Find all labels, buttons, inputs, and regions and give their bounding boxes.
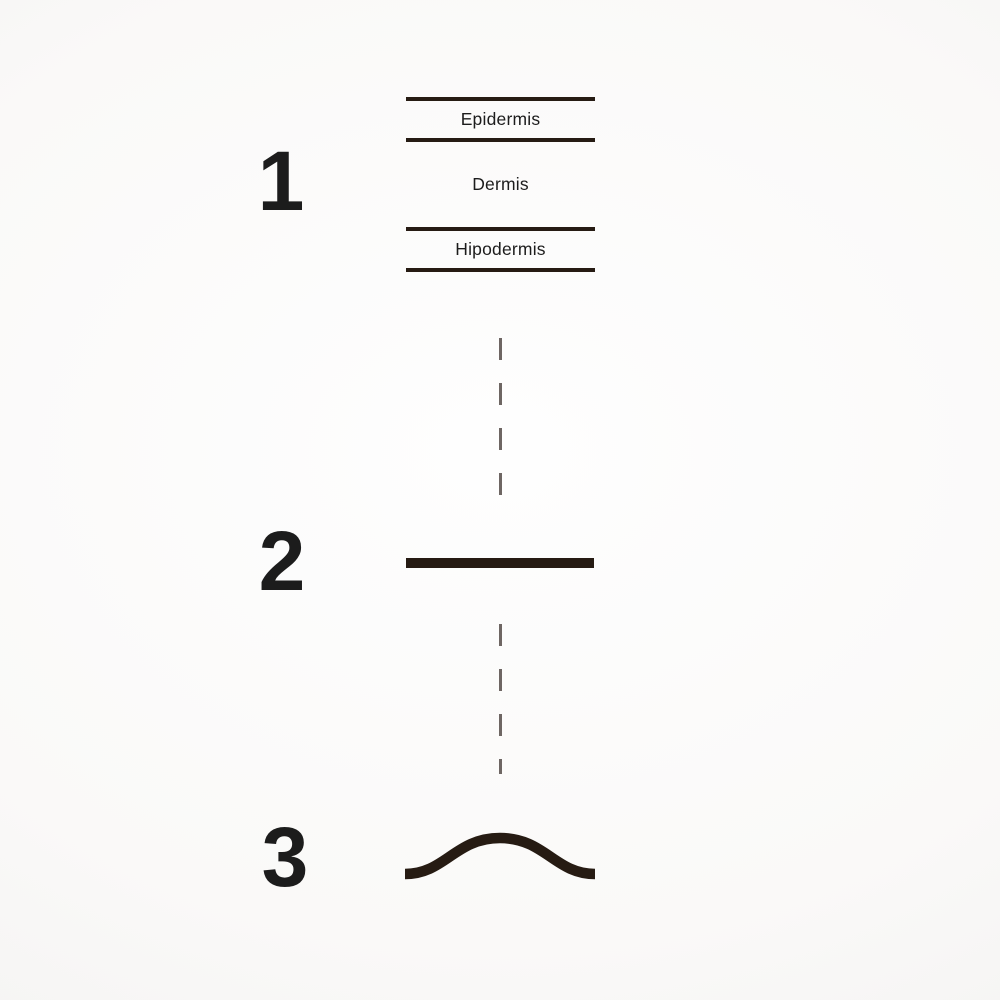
section-1-number: 1: [257, 134, 305, 228]
thick-horizontal-line: [406, 558, 594, 568]
layer-label-hipodermis: Hipodermis: [455, 239, 546, 259]
bump-curve-icon: [400, 825, 600, 887]
dashed-connector-2: [499, 624, 502, 774]
layer-label-epidermis: Epidermis: [460, 109, 541, 129]
section-2-number: 2: [258, 514, 306, 608]
layer-label-dermis: Dermis: [472, 174, 529, 194]
layer-divider-bottom: [406, 268, 595, 272]
section-3-number: 3: [261, 810, 309, 904]
dashed-connector-1: [499, 338, 502, 496]
